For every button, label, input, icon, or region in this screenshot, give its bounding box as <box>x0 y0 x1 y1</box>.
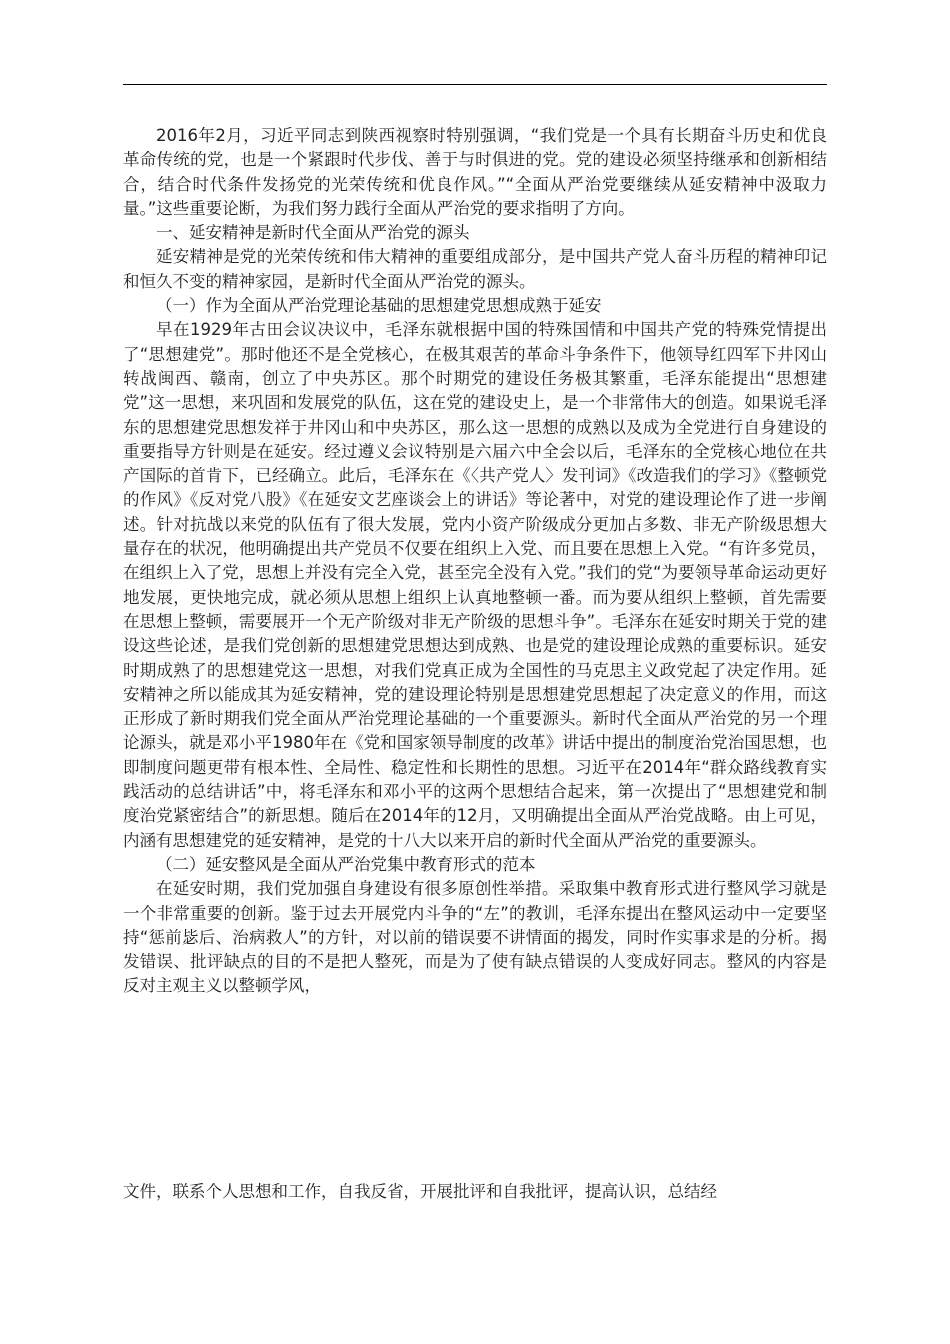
subsection-heading-2: （二）延安整风是全面从严治党集中教育形式的范本 <box>156 854 536 874</box>
paragraph-rectification: 在延安时期，我们党加强自身建设有很多原创性举措。采取集中教育形式进行整风学习就是一个非常重要的创新。鉴于过去开展党内斗争的“左”的教训，毛泽东提出在整风运动中一定要坚持“惩前毖后、治病救人”的方针，对以前的错误要不讲情面的揭发，同时作实事求是的分析。揭发错误、批评缺点的目的不是把人整死，而是为了使有缺点错误的人变成好同志。整风的内容是反对主观主义以整顿学风， <box>123 879 827 996</box>
header-rule <box>123 84 827 85</box>
document-body <box>123 124 827 999</box>
continuation-line: 文件，联系个人思想和工作，自我反省，开展批评和自我批评，提高认识，总结经 <box>123 1182 717 1201</box>
section-heading-1: 一、延安精神是新时代全面从严治党的源头 <box>156 223 470 243</box>
paragraph-thought-building: 早在1929年古田会议决议中，毛泽东就根据中国的特殊国情和中国共产党的特殊党情提出了“思想建党”。那时他还不是全党核心，在极其艰苦的革命斗争条件下，他领导红四军下井冈山转战闽西、赣南，创立了中央苏区。那个时期党的建设任务极其繁重，毛泽东能提出“思想建党”这一思想，来巩固和发展党的队伍，这在党的建设史上，是一个非常伟大的创造。如果说毛泽东的思想建党思想发祥于井冈山和中央苏区，那么这一思想的成熟以及成为全党进行自身建设的重要指导方针则是在延安。经过遵义会议特别是六届六中全会以后，毛泽东的全党核心地位在共产国际的首肯下，已经确立。此后，毛泽东在《〈共产党人〉发刊词》《改造我们的学习》《整顿党的作风》《反对党八股》《在延安文艺座谈会上的讲话》等论著中，对党的建设理论作了进一步阐述。针对抗战以来党的队伍有了很大发展，党内小资产阶级成分更加占多数、非无产阶级思想大量存在的状况，他明确提出共产党员不仅要在组织上入党、而且要在思想上入党。“有许多党员，在组织上入了党，思想上并没有完全入党，甚至完全没有入党。”我们的党“为要领导革命运动更好地发展，更快地完成，就必须从思想上组织上认真地整顿一番。而为要从组织上整顿，首先需要在思想上整顿，需要展开一个无产阶级对非无产阶级的思想斗争”。毛泽东在延安时期关于党的建设这些论述，是我们党创新的思想建党思想达到成熟、也是党的建设理论成熟的重要标识。延安时期成熟了的思想建党这一思想，对我们党真正成为全国性的马克思主义政党起了决定作用。延安精神之所以能成其为延安精神，党的建设理论特别是思想建党思想起了决定意义的作用，而这正形成了新时期我们党全面从严治党理论基础的一个重要源头。新时代全面从严治党的另一个理论源头，就是邓小平1980年在《党和国家领导制度的改革》讲话中提出的制度治党治国思想，也即制度问题更带有根本性、全局性、稳定性和长期性的思想。习近平在2014年“群众路线教育实践活动的总结讲话”中，将毛泽东和邓小平的这两个思想结合起来，第一次提出了“思想建党和制度治党紧密结合”的新思想。随后在2014年的12月，又明确提出全面从严治党战略。由上可见，内涵有思想建党的延安精神，是党的十八大以来开启的新时代全面从严治党的重要源头。 <box>123 320 827 850</box>
paragraph-yanan-spirit: 延安精神是党的光荣传统和伟大精神的重要组成部分，是中国共产党人奋斗历程的精神印记和恒久不变的精神家园，是新时代全面从严治党的源头。 <box>123 247 827 291</box>
paragraph-intro: 2016年2月，习近平同志到陕西视察时特别强调，“我们党是一个具有长期奋斗历史和优良革命传统的党，也是一个紧跟时代步伐、善于与时俱进的党。党的建设必须坚持继承和创新相结合，结合时代条件发扬党的光荣传统和优良作风。”“全面从严治党要继续从延安精神中汲取力量。”这些重要论断，为我们努力践行全面从严治党的要求指明了方向。 <box>123 126 827 218</box>
subsection-heading-1: （一）作为全面从严治党理论基础的思想建党思想成熟于延安 <box>156 296 602 316</box>
